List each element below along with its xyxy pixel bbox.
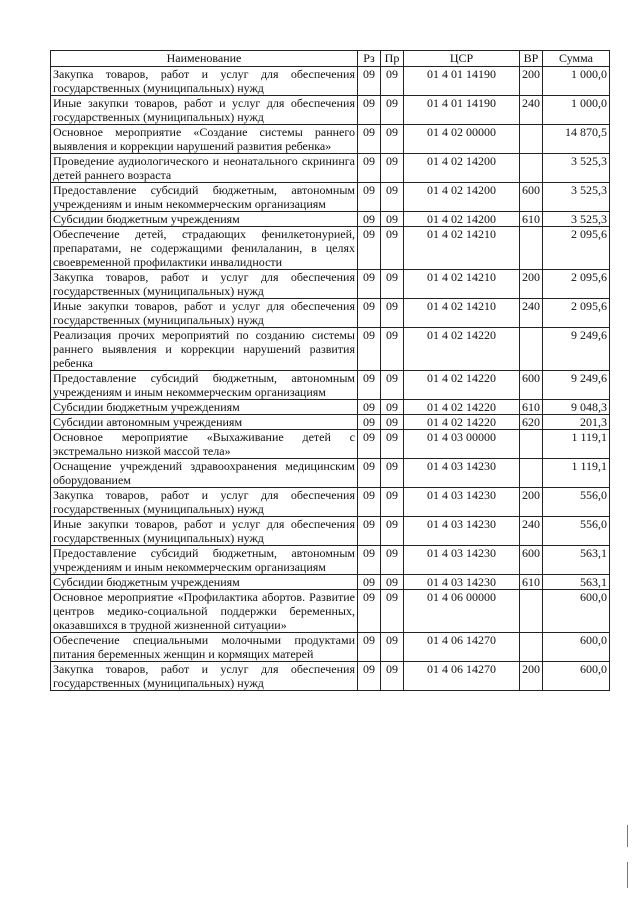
cell-name: Закупка товаров, работ и услуг для обеспечения государственных (муниципальных) нужд: [51, 270, 358, 299]
cell-csr: 01 4 02 00000: [404, 125, 520, 154]
budget-table: [50, 50, 610, 691]
cell-sum: 2 095,6: [543, 299, 610, 328]
cell-name: Предоставление субсидий бюджетным, автономным учреждениям и иным некоммерческим организациям: [51, 371, 358, 400]
cell-vr: 610: [520, 575, 543, 590]
cell-csr: 01 4 06 14270: [404, 662, 520, 691]
cell-csr: 01 4 02 14200: [404, 183, 520, 212]
cell-rz: 09: [358, 299, 381, 328]
table-row: [51, 590, 610, 633]
cell-pr: 09: [381, 212, 404, 227]
cell-csr: 01 4 03 14230: [404, 575, 520, 590]
cell-pr: 09: [381, 488, 404, 517]
cell-vr: 200: [520, 270, 543, 299]
cell-rz: 09: [358, 227, 381, 270]
cell-sum: 3 525,3: [543, 154, 610, 183]
cell-rz: 09: [358, 270, 381, 299]
cell-csr: 01 4 03 14230: [404, 488, 520, 517]
cell-name: Закупка товаров, работ и услуг для обеспечения государственных (муниципальных) нужд: [51, 662, 358, 691]
cell-pr: 09: [381, 430, 404, 459]
cell-name: Проведение аудиологического и неонатального скрининга детей раннего возраста: [51, 154, 358, 183]
cell-pr: 09: [381, 546, 404, 575]
cell-sum: 563,1: [543, 575, 610, 590]
cell-pr: 09: [381, 400, 404, 415]
cell-sum: 3 525,3: [543, 183, 610, 212]
table-row: [51, 328, 610, 371]
column-header-sum: Сумма: [543, 51, 610, 67]
cell-vr: [520, 227, 543, 270]
cell-vr: 620: [520, 415, 543, 430]
cell-pr: 09: [381, 459, 404, 488]
table-row: [51, 125, 610, 154]
table-row: [51, 488, 610, 517]
cell-rz: 09: [358, 400, 381, 415]
cell-name: Закупка товаров, работ и услуг для обеспечения государственных (муниципальных) нужд: [51, 488, 358, 517]
cell-rz: 09: [358, 517, 381, 546]
cell-sum: 1 119,1: [543, 430, 610, 459]
table-row: [51, 430, 610, 459]
cell-sum: 9 048,3: [543, 400, 610, 415]
table-header: [51, 51, 610, 67]
cell-name: Основное мероприятие «Создание системы раннего выявления и коррекции нарушений развития ребенка»: [51, 125, 358, 154]
cell-csr: 01 4 06 00000: [404, 590, 520, 633]
cell-vr: [520, 328, 543, 371]
cell-name: Субсидии бюджетным учреждениям: [51, 400, 358, 415]
cell-rz: 09: [358, 662, 381, 691]
table-row: [51, 227, 610, 270]
cell-csr: 01 4 02 14220: [404, 328, 520, 371]
cell-pr: 09: [381, 67, 404, 96]
edge-mark: [627, 825, 628, 847]
cell-csr: 01 4 02 14210: [404, 270, 520, 299]
cell-pr: 09: [381, 575, 404, 590]
table-row: [51, 575, 610, 590]
table-row: [51, 212, 610, 227]
cell-vr: [520, 154, 543, 183]
cell-rz: 09: [358, 590, 381, 633]
cell-name: Основное мероприятие «Профилактика абортов. Развитие центров медико-социальной поддержки беременных, оказавшихся в трудной жизненной ситуации»: [51, 590, 358, 633]
cell-rz: 09: [358, 125, 381, 154]
cell-csr: 01 4 02 14200: [404, 212, 520, 227]
cell-vr: 610: [520, 400, 543, 415]
cell-vr: 600: [520, 183, 543, 212]
header-row: [51, 51, 610, 67]
cell-pr: 09: [381, 96, 404, 125]
column-header-pr: Пр: [381, 51, 404, 67]
cell-vr: 600: [520, 371, 543, 400]
column-header-vr: ВР: [520, 51, 543, 67]
cell-pr: 09: [381, 633, 404, 662]
cell-pr: 09: [381, 227, 404, 270]
column-header-rz: Рз: [358, 51, 381, 67]
cell-sum: 1 119,1: [543, 459, 610, 488]
cell-csr: 01 4 02 14210: [404, 227, 520, 270]
cell-pr: 09: [381, 328, 404, 371]
table-row: [51, 183, 610, 212]
cell-pr: 09: [381, 415, 404, 430]
cell-vr: 200: [520, 67, 543, 96]
cell-vr: 610: [520, 212, 543, 227]
cell-rz: 09: [358, 67, 381, 96]
cell-pr: 09: [381, 183, 404, 212]
cell-name: Иные закупки товаров, работ и услуг для обеспечения государственных (муниципальных) нужд: [51, 299, 358, 328]
table-row: [51, 154, 610, 183]
cell-name: Реализация прочих мероприятий по созданию системы раннего выявления и коррекции нарушений развития ребенка: [51, 328, 358, 371]
cell-rz: 09: [358, 488, 381, 517]
cell-name: Субсидии бюджетным учреждениям: [51, 575, 358, 590]
cell-csr: 01 4 01 14190: [404, 96, 520, 125]
cell-name: Обеспечение специальными молочными продуктами питания беременных женщин и кормящих матерей: [51, 633, 358, 662]
cell-vr: 200: [520, 662, 543, 691]
cell-csr: 01 4 02 14200: [404, 154, 520, 183]
cell-sum: 2 095,6: [543, 227, 610, 270]
cell-sum: 600,0: [543, 662, 610, 691]
table-row: [51, 546, 610, 575]
cell-vr: [520, 125, 543, 154]
cell-sum: 600,0: [543, 590, 610, 633]
cell-sum: 2 095,6: [543, 270, 610, 299]
cell-pr: 09: [381, 154, 404, 183]
cell-sum: 600,0: [543, 633, 610, 662]
table-row: [51, 459, 610, 488]
cell-name: Иные закупки товаров, работ и услуг для обеспечения государственных (муниципальных) нужд: [51, 517, 358, 546]
cell-rz: 09: [358, 575, 381, 590]
cell-pr: 09: [381, 270, 404, 299]
cell-csr: 01 4 03 14230: [404, 459, 520, 488]
edge-mark: [627, 862, 628, 888]
cell-name: Субсидии бюджетным учреждениям: [51, 212, 358, 227]
cell-csr: 01 4 03 14230: [404, 517, 520, 546]
cell-pr: 09: [381, 517, 404, 546]
column-header-name: Наименование: [51, 51, 358, 67]
cell-name: Иные закупки товаров, работ и услуг для обеспечения государственных (муниципальных) нужд: [51, 96, 358, 125]
cell-sum: 9 249,6: [543, 371, 610, 400]
cell-sum: 9 249,6: [543, 328, 610, 371]
cell-vr: 200: [520, 488, 543, 517]
cell-rz: 09: [358, 430, 381, 459]
cell-name: Обеспечение детей, страдающих фенилкетонурией, препаратами, не содержащими фенилаланин, в целях своевременной профилактики инвалидности: [51, 227, 358, 270]
cell-pr: 09: [381, 590, 404, 633]
table-row: [51, 371, 610, 400]
table-body: [51, 67, 610, 691]
table-row: [51, 400, 610, 415]
cell-csr: 01 4 02 14220: [404, 415, 520, 430]
cell-sum: 556,0: [543, 488, 610, 517]
cell-rz: 09: [358, 183, 381, 212]
cell-sum: 201,3: [543, 415, 610, 430]
cell-rz: 09: [358, 154, 381, 183]
table-row: [51, 662, 610, 691]
cell-name: Предоставление субсидий бюджетным, автономным учреждениям и иным некоммерческим организациям: [51, 546, 358, 575]
cell-rz: 09: [358, 96, 381, 125]
cell-rz: 09: [358, 633, 381, 662]
cell-sum: 3 525,3: [543, 212, 610, 227]
table-row: [51, 415, 610, 430]
cell-name: Предоставление субсидий бюджетным, автономным учреждениям и иным некоммерческим организациям: [51, 183, 358, 212]
cell-csr: 01 4 02 14220: [404, 371, 520, 400]
cell-vr: 240: [520, 517, 543, 546]
cell-csr: 01 4 06 14270: [404, 633, 520, 662]
cell-vr: [520, 633, 543, 662]
table-row: [51, 299, 610, 328]
cell-csr: 01 4 02 14220: [404, 400, 520, 415]
cell-csr: 01 4 02 14210: [404, 299, 520, 328]
cell-pr: 09: [381, 125, 404, 154]
table-row: [51, 517, 610, 546]
cell-rz: 09: [358, 415, 381, 430]
cell-rz: 09: [358, 212, 381, 227]
cell-vr: 600: [520, 546, 543, 575]
cell-sum: 1 000,0: [543, 96, 610, 125]
cell-pr: 09: [381, 662, 404, 691]
cell-name: Субсидии автономным учреждениям: [51, 415, 358, 430]
cell-rz: 09: [358, 328, 381, 371]
cell-rz: 09: [358, 546, 381, 575]
cell-sum: 563,1: [543, 546, 610, 575]
cell-vr: [520, 430, 543, 459]
cell-csr: 01 4 03 00000: [404, 430, 520, 459]
table-row: [51, 96, 610, 125]
column-header-csr: ЦСР: [404, 51, 520, 67]
cell-csr: 01 4 01 14190: [404, 67, 520, 96]
cell-name: Оснащение учреждений здравоохранения медицинским оборудованием: [51, 459, 358, 488]
cell-sum: 556,0: [543, 517, 610, 546]
cell-pr: 09: [381, 371, 404, 400]
cell-vr: 240: [520, 96, 543, 125]
cell-csr: 01 4 03 14230: [404, 546, 520, 575]
cell-vr: [520, 459, 543, 488]
cell-sum: 14 870,5: [543, 125, 610, 154]
table-row: [51, 633, 610, 662]
cell-name: Закупка товаров, работ и услуг для обеспечения государственных (муниципальных) нужд: [51, 67, 358, 96]
cell-vr: [520, 590, 543, 633]
cell-vr: 240: [520, 299, 543, 328]
table-row: [51, 67, 610, 96]
cell-sum: 1 000,0: [543, 67, 610, 96]
table-row: [51, 270, 610, 299]
cell-pr: 09: [381, 299, 404, 328]
cell-name: Основное мероприятие «Выхаживание детей с экстремально низкой массой тела»: [51, 430, 358, 459]
cell-rz: 09: [358, 371, 381, 400]
cell-rz: 09: [358, 459, 381, 488]
